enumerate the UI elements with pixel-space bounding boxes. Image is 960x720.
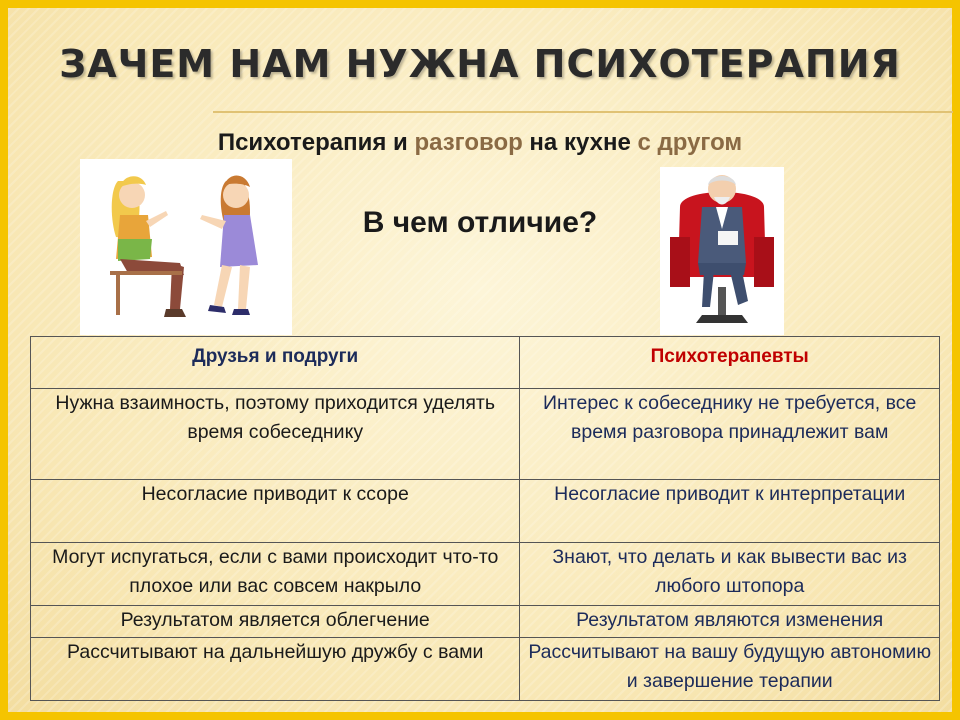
therapist-in-red-armchair-illustration (660, 167, 784, 335)
header-friends: Друзья и подруги (31, 337, 520, 389)
armchair-right-arm (754, 237, 774, 287)
cell-therapists: Результатом являются изменения (520, 606, 940, 638)
cell-friends: Несогласие приводит к ссоре (31, 480, 520, 543)
cell-friends: Рассчитывают на дальнейшую дружбу с вами (31, 638, 520, 701)
subtitle-part-4: с другом (637, 129, 743, 156)
right-woman-figure (200, 175, 258, 315)
table-row (31, 543, 940, 606)
cell-therapists: Несогласие приводит к интерпретации (520, 480, 940, 543)
title-divider (213, 111, 953, 113)
two-women-talking-illustration (80, 159, 292, 335)
comparison-table (30, 336, 940, 701)
left-woman-figure (110, 176, 186, 317)
table-header-row (31, 337, 940, 389)
friends-illustration-svg (80, 159, 292, 335)
armchair-stand (718, 287, 726, 317)
cell-therapists: Рассчитывают на вашу будущую автономию и завершение терапии (520, 638, 940, 701)
notepad (718, 231, 738, 245)
cell-therapists: Знают, что делать и как вывести вас из любого штопора (520, 543, 940, 606)
table-row (31, 638, 940, 701)
cell-friends: Результатом является облегчение (31, 606, 520, 638)
table-row (31, 606, 940, 638)
armchair-base (696, 315, 748, 323)
header-therapists: Психотерапевты (520, 337, 940, 389)
table-row (31, 480, 940, 543)
therapist-illustration-svg (660, 167, 784, 335)
cell-friends: Могут испугаться, если с вами происходит что-то плохое или вас совсем накрыло (31, 543, 520, 606)
question-text: В чем отличие? (362, 206, 598, 239)
subtitle-part-2: разговор (414, 129, 523, 156)
armchair-left-arm (670, 237, 690, 287)
slide-subtitle (8, 129, 952, 157)
cell-friends: Нужна взаимность, поэтому приходится уделять время собеседнику (31, 389, 520, 480)
slide-title: ЗАЧЕМ НАМ НУЖНА ПСИХОТЕРАПИЯ (59, 42, 901, 86)
subtitle-part-3: на кухне (522, 129, 638, 156)
subtitle-part-1: Психотерапия и (217, 129, 415, 156)
table-row (31, 389, 940, 480)
cell-therapists: Интерес к собеседнику не требуется, все время разговора принадлежит вам (520, 389, 940, 480)
